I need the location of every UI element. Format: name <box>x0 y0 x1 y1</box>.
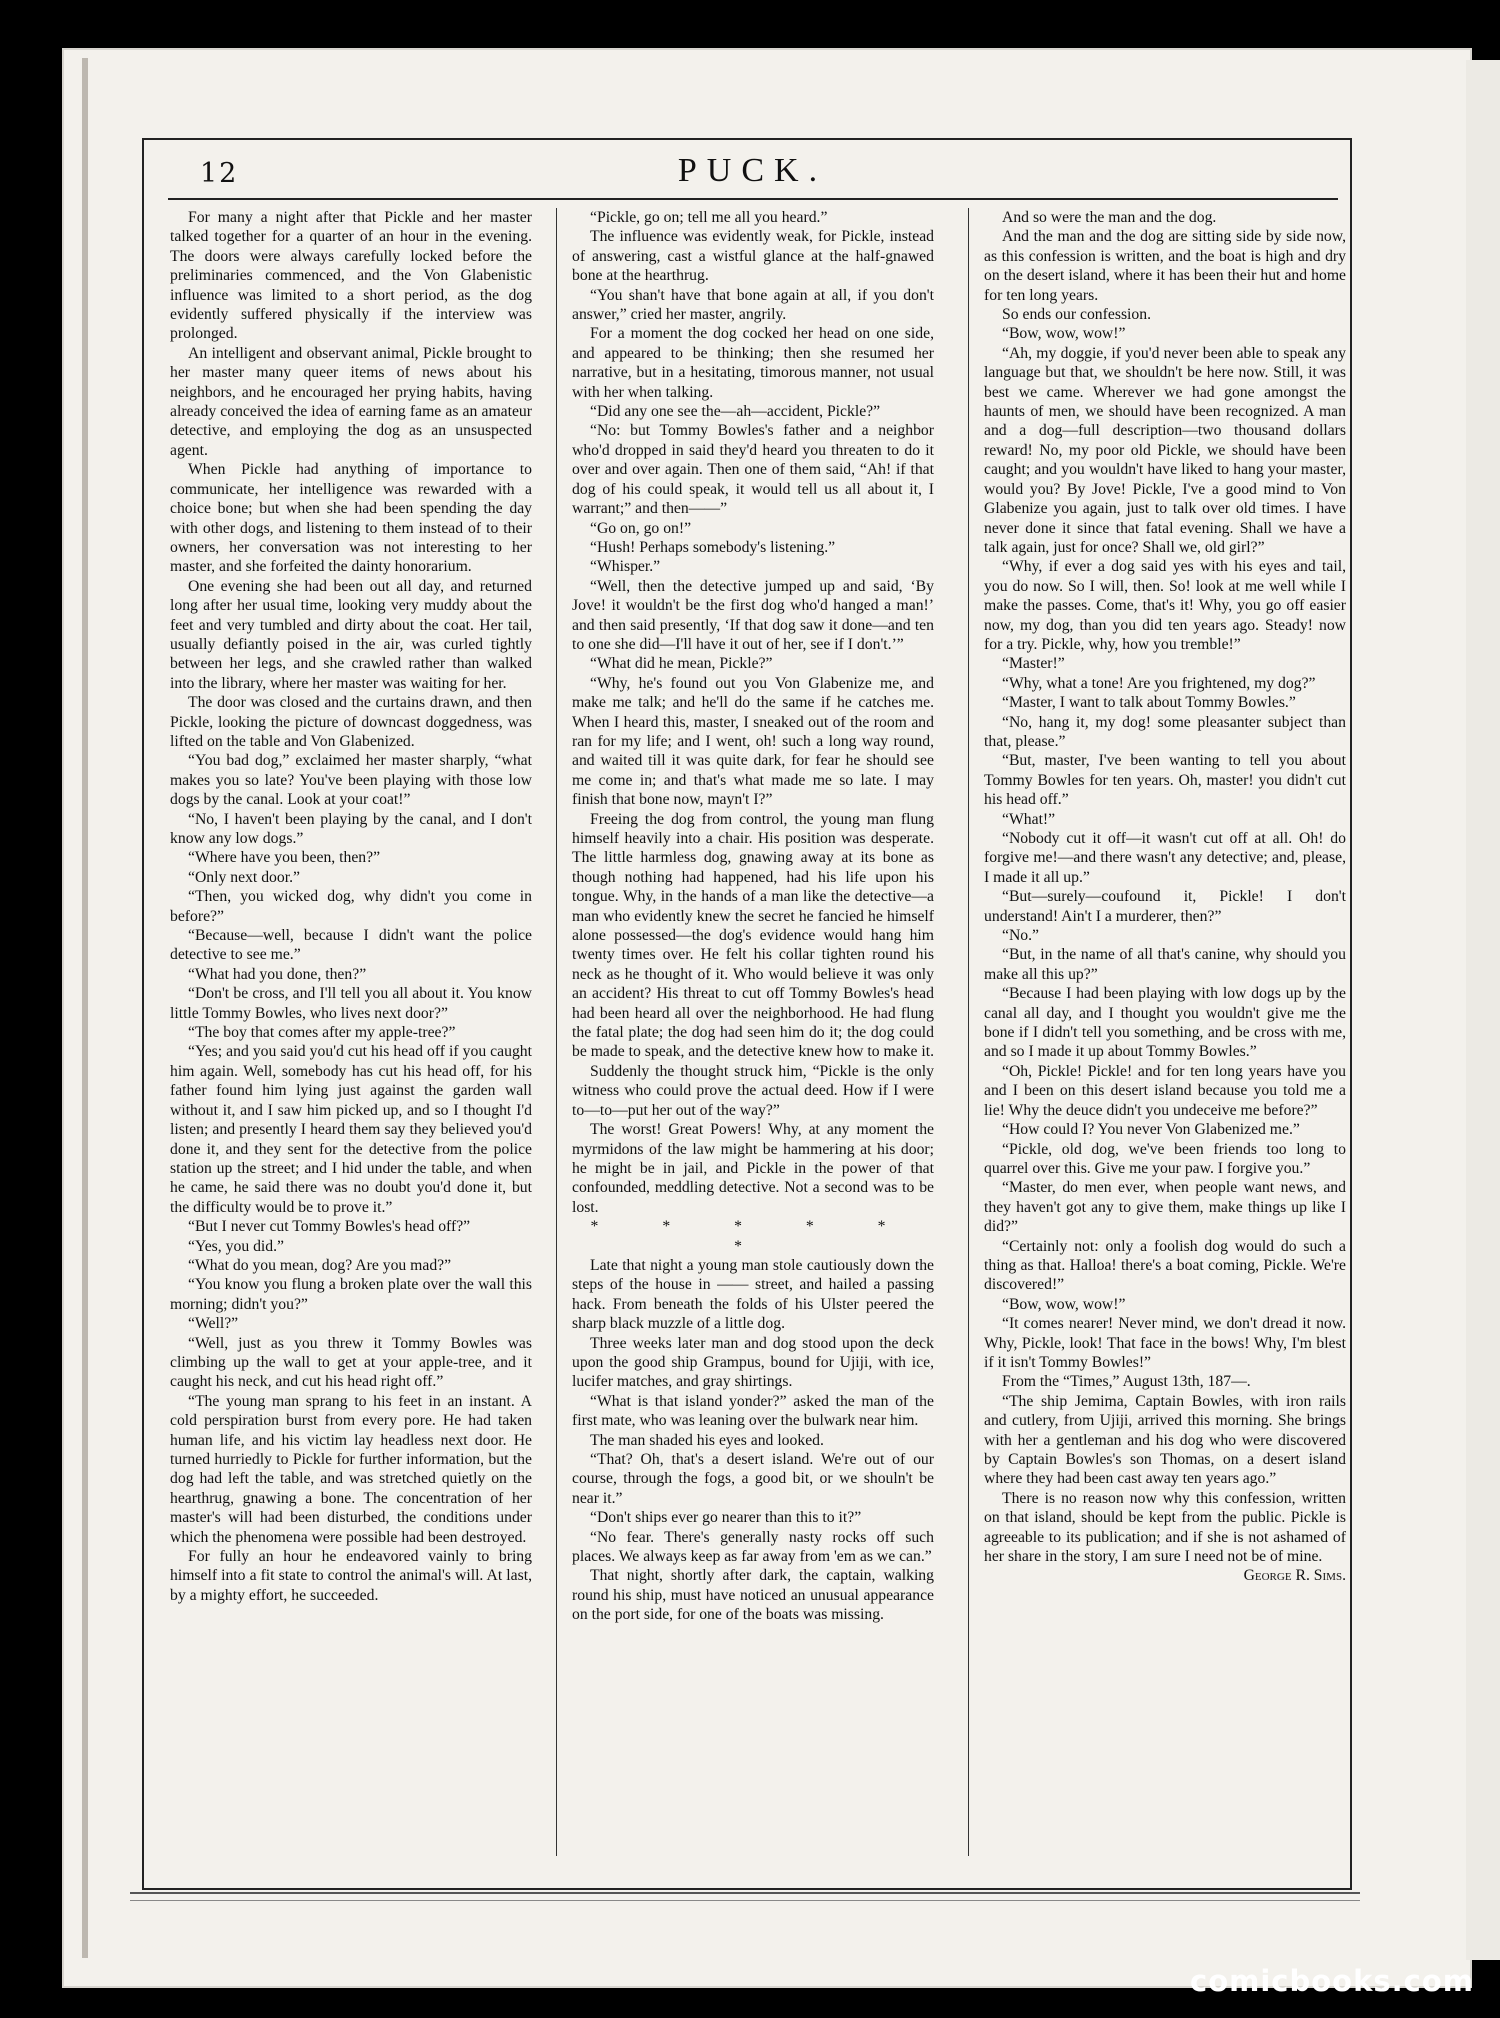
paragraph: Freeing the dog from control, the young man flung himself heavily into a chair. His position was desperate. The little harmless dog, gnawing away at its bone as though nothing had happened, had his life upon his tongue. Why, in the hands of a man like the detective—a man who evidently knew the secret he fancied he himself alone possessed—the dog's evidence would hang him twenty times over. He felt his collar tighten round his neck as he thought of it. Who would believe it was only an accident? His threat to cut off Tommy Bowles's head had been heard all over the neighborhood. He had flung the fatal plate; the dog had seen him do it; the dog could be made to speak, and the detective knew how to make it. <box>572 810 934 1061</box>
paragraph: “Oh, Pickle! Pickle! and for ten long years have you and I been on this desert island because you told me a lie! Why the deuce didn't you undeceive me before?” <box>984 1062 1346 1119</box>
paragraph: “Well, then the detective jumped up and said, ‘By Jove! it wouldn't be the first dog who'd hanged a man!’ and then said presently, ‘If that dog saw it done—and ten to one she did—I'll have it out of her, see if I don't.’” <box>572 577 934 653</box>
paragraph: For many a night after that Pickle and her master talked together for a quarter of an hour in the evening. The doors were always carefully locked before the preliminaries commenced, and the Von Glabenistic influence was limited to a short period, as the dog evidently suffered physically if the interview was prolonged. <box>170 209 532 343</box>
paragraph: The worst! Great Powers! Why, at any moment the myrmidons of the law might be hammering at his door; he might be in jail, and Pickle in the power of that confounded, meddling detective. Not a second was to be lost. <box>572 1121 934 1216</box>
text-column-1 <box>170 208 532 1864</box>
paragraph: “Go on, go on!” <box>590 519 692 537</box>
paragraph: When Pickle had anything of importance to communicate, her intelligence was rewarded with a choice bone; but when she had been spending the day with other dogs, and listening to them instead of to their owners, her conversation was not interesting to her master, and she forfeited the dainty honorarium. <box>170 461 532 576</box>
page-header <box>160 150 1345 202</box>
paragraph: “No, hang it, my dog! some pleasanter subject than that, please.” <box>984 713 1346 750</box>
paragraph: And so were the man and the dog. <box>1002 209 1217 226</box>
paragraph: “What did he mean, Pickle?” <box>590 655 773 673</box>
paragraph: “Master, do men ever, when people want news, and they haven't got any to give them, make things up like I did?” <box>984 1179 1346 1236</box>
magazine-title: PUCK. <box>677 152 828 189</box>
paragraph: “Why, what a tone! Are you frightened, my dog?” <box>1002 674 1316 692</box>
paragraph: “Hush! Perhaps somebody's listening.” <box>590 538 836 556</box>
footer-rule-thin <box>130 1900 1360 1901</box>
paragraph: “Did any one see the—ah—accident, Pickle?” <box>590 403 881 421</box>
paragraph: “The young man sprang to his feet in an instant. A cold perspiration burst from every pore. He had taken human life, and his victim lay headless next door. He turned hurriedly to Pickle for further information, but the dog had left the table, and was stretched quietly on the hearthrug, gnawing a bone. The concentration of her master's will had been disturbed, the conditions under which the phenomena were possible had been destroyed. <box>170 1392 532 1546</box>
paragraph: “Only next door.” <box>188 868 300 886</box>
column-divider <box>968 208 969 1856</box>
paragraph: “What is that island yonder?” asked the man of the first mate, who was leaning over the bulwark near him. <box>572 1392 934 1430</box>
paragraph: “Don't be cross, and I'll tell you all about it. You know little Tommy Bowles, who lives next door?” <box>170 985 532 1022</box>
paragraph: “Master!” <box>1002 655 1065 673</box>
paragraph: The door was closed and the curtains drawn, and then Pickle, looking the picture of downcast doggedness, was lifted on the table and Von Glabenized. <box>170 694 532 750</box>
paragraph: “Nobody cut it off—it wasn't cut off at all. Oh! do forgive me!—and there wasn't any detective; and, please, I made it all up.” <box>984 830 1346 886</box>
paragraph: From the “Times,” August 13th, 187—. <box>1002 1373 1251 1391</box>
paragraph: “Why, he's found out you Von Glabenize me, and make me talk; and he'll do the same if he catches me. When I heard this, master, I sneaked out of the room and ran for my life; and I went, oh! such a long way round, and waited till it was quite dark, for fear he should see me come in; and that's what made me so late. I may finish that bone now, mayn't I?” <box>572 674 934 809</box>
paragraph: There is no reason now why this confession, written on that island, should be kept from the public. Pickle is agreeable to its publication; and if she is not ashamed of her share in the story, I am sure I need not be of mine. <box>984 1489 1346 1566</box>
paragraph: “Yes, you did.” <box>188 1237 285 1255</box>
paragraph: An intelligent and observant animal, Pickle brought to her master many queer items of news about his neighbors, and he encouraged her prying habits, having already conceived the idea of earning fame as an amateur detective, and employing the dog as an unsuspected agent. <box>170 344 532 459</box>
paragraph: George R. Sims. <box>1243 1567 1346 1585</box>
paragraph: “Because I had been playing with low dogs up by the canal all day, and I thought you wouldn't give me the bone if I didn't tell you something, and be cross with me, and so I made it up about Tommy Bowles.” <box>984 985 1346 1061</box>
footer-rule <box>130 1892 1360 1894</box>
paragraph: One evening she had been out all day, and returned long after her usual time, looking very muddy about the feet and very tumbled and dirty about the coat. Her tail, usually defiantly poised in the air, was curled tightly between her legs, and she crawled rather than walked into the library, where her master was waiting for her. <box>170 577 532 692</box>
paragraph: So ends our confession. <box>1002 306 1152 324</box>
paragraph: “Pickle, go on; tell me all you heard.” <box>590 209 828 226</box>
paragraph: “Certainly not: only a foolish dog would do such a thing as that. Halloa! there's a boat coming, Pickle. We're discovered!” <box>984 1237 1346 1294</box>
paragraph: “The boy that comes after my apple-tree?” <box>188 1024 456 1042</box>
paragraph: “Because—well, because I didn't want the police detective to see me.” <box>170 927 532 964</box>
paragraph: “The ship Jemima, Captain Bowles, with iron rails and cutlery, from Ujiji, arrived this morning. She brings with her a gentleman and his dog who were discovered by Captain Bowles's son Thomas, on a desert island where they had been cast away ten years ago.” <box>984 1392 1346 1488</box>
paragraph: “Master, I want to talk about Tommy Bowles.” <box>1002 694 1296 712</box>
paragraph: “You bad dog,” exclaimed her master sharply, “what makes you so late? You've been playing with those low dogs by the canal. Look at your coat!” <box>170 752 532 809</box>
paragraph: “You know you flung a broken plate over the wall this morning; didn't you?” <box>170 1276 532 1313</box>
header-rule <box>168 198 1338 200</box>
paragraph: “What!” <box>1002 810 1056 828</box>
paragraph: * * * * * * <box>590 1218 916 1255</box>
column-divider <box>556 208 557 1856</box>
paragraph: Three weeks later man and dog stood upon the deck upon the good ship Grampus, bound for Ujiji, with ice, lucifer matches, and gray shirtings. <box>572 1334 934 1391</box>
text-column-3 <box>984 208 1346 1864</box>
facing-page-edge <box>1466 60 1500 1960</box>
paragraph: “Ah, my doggie, if you'd never been able to speak any language but that, we shouldn't be here now. Still, it was best we came. Wherever we had gone amongst the haunts of men, we should have been recognized. A man and a dog—full description—two thousand dollars reward! No, my poor old Pickle, we should have been caught; and you wouldn't have liked to hang your master, would you? By Jove! Pickle, I've a good mind to Von Glabenize you again, just to talk over old times. I have never done it since that fatal evening. Shall we have a talk again, just for once? Shall we, old girl?” <box>984 344 1346 556</box>
paragraph: For fully an hour he endeavored vainly to bring himself into a fit state to control the animal's will. At last, by a mighty effort, he succeeded. <box>170 1548 532 1604</box>
paragraph: “Bow, wow, wow!” <box>1002 1295 1126 1313</box>
paragraph: And the man and the dog are sitting side by side now, as this confession is written, and the boat is high and dry on the desert island, where it has been their hut and home for ten long years. <box>984 228 1346 304</box>
paragraph: “No, I haven't been playing by the canal, and I don't know any low dogs.” <box>170 810 532 847</box>
text-column-2 <box>572 208 934 1864</box>
paragraph: “No: but Tommy Bowles's father and a neighbor who'd dropped in said they'd heard you threaten to do it over and over again. Then one of them said, “Ah! if that dog of his could speak, it would tell us all about it, I warrant;” and then——” <box>572 422 934 518</box>
paragraph: “What do you mean, dog? Are you mad?” <box>188 1256 452 1274</box>
paragraph: “Don't ships ever go nearer than this to it?” <box>590 1509 862 1527</box>
paragraph: “Then, you wicked dog, why didn't you come in before?” <box>170 888 532 925</box>
paragraph: Suddenly the thought struck him, “Pickle is the only witness who could prove the actual deed. How if I were to—to—put her out of the way?” <box>572 1062 934 1119</box>
paragraph: That night, shortly after dark, the captain, walking round his ship, must have noticed an unusual appearance on the port side, for one of the boats was missing. <box>572 1567 934 1624</box>
paragraph: “You shan't have that bone again at all, if you don't answer,” cried her master, angrily. <box>572 286 934 324</box>
paragraph: “No fear. There's generally nasty rocks off such places. We always keep as far away from 'em as we can.” <box>572 1528 934 1566</box>
paragraph: “But—surely—coufound it, Pickle! I don't understand! Ain't I a murderer, then?” <box>984 888 1346 925</box>
paragraph: For a moment the dog cocked her head on one side, and appeared to be thinking; then she resumed her narrative, but in a hesitating, timorous manner, not usual with her when talking. <box>572 325 934 401</box>
page-binding-edge <box>82 58 88 1958</box>
paragraph: “What had you done, then?” <box>188 965 367 983</box>
paragraph: “No.” <box>1002 927 1040 945</box>
paragraph: “Yes; and you said you'd cut his head off if you caught him again. Well, somebody has cut his head off, for his father found him lying just against the garden wall without it, and I saw him picked up, and so I thought I'd listen; and presently I heard them say they believed you'd done it, and they sent for the detective from the police station up the street; and I hid under the table, and when he came, he said there was no doubt you'd done it, but the difficulty would be to prove it.” <box>170 1043 532 1216</box>
paragraph: “Well, just as you threw it Tommy Bowles was climbing up the wall to get at your apple-tree, and it caught his neck, and cut his head right off.” <box>170 1334 532 1391</box>
paragraph: “Well?” <box>188 1315 239 1333</box>
paragraph: “But, in the name of all that's canine, why should you make all this up?” <box>984 946 1346 983</box>
page-number: 12 <box>200 158 239 189</box>
paragraph: “Whisper.” <box>590 558 661 576</box>
watermark: comicbooks.com <box>1190 1964 1474 1998</box>
paragraph: Late that night a young man stole cautiously down the steps of the house in —— street, and hailed a passing hack. From beneath the folds of his Ulster peered the sharp black muzzle of a little dog. <box>572 1256 934 1333</box>
paragraph: “Bow, wow, wow!” <box>1002 325 1126 343</box>
paragraph: The influence was evidently weak, for Pickle, instead of answering, cast a wistful glance at the half-gnawed bone at the hearthrug. <box>572 228 934 285</box>
paragraph: “How could I? You never Von Glabenized me.” <box>1002 1121 1300 1139</box>
paragraph: “That? Oh, that's a desert island. We're out of our course, through the fogs, a good bit, or we shouln't be near it.” <box>572 1451 934 1507</box>
paragraph: “But, master, I've been wanting to tell you about Tommy Bowles for ten years. Oh, master! you didn't cut his head off.” <box>984 752 1346 809</box>
paragraph: The man shaded his eyes and looked. <box>590 1431 824 1449</box>
paragraph: “But I never cut Tommy Bowles's head off?” <box>188 1218 471 1236</box>
paragraph: “It comes nearer! Never mind, we don't dread it now. Why, Pickle, look! That face in the bows! Why, I'm blest if it isn't Tommy Bowles!” <box>984 1315 1346 1371</box>
paragraph: “Where have you been, then?” <box>188 849 381 867</box>
paragraph: “Why, if ever a dog said yes with his eyes and tail, you do now. So I will, then. So! look at me well while I make the passes. Come, that's it! Why, you go off easier now, my dog, than you did ten years ago. Steady! now for a try. Pickle, why, how you tremble!” <box>984 558 1346 653</box>
paragraph: “Pickle, old dog, we've been friends too long to quarrel over this. Give me your paw. I forgive you.” <box>984 1140 1346 1177</box>
